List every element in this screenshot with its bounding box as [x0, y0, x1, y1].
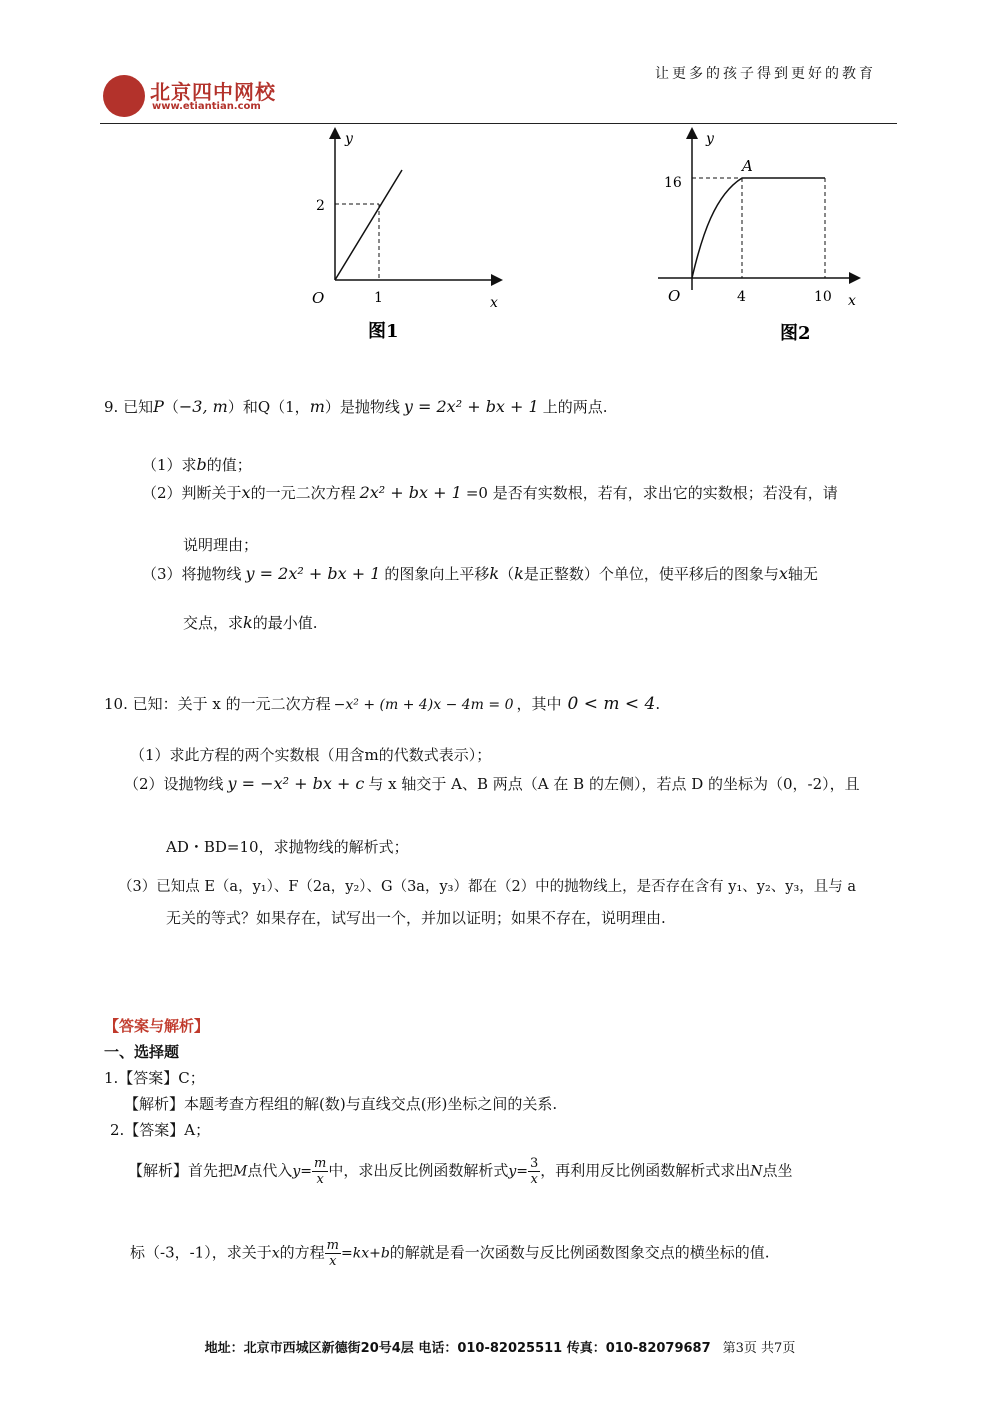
answer-1-explain: 【解析】本题考查方程组的解(数)与直线交点(形)坐标之间的关系. [124, 1095, 558, 1113]
fig1-tick-x: 1 [374, 290, 383, 306]
q10-equation: −x² + (m + 4)x − 4m = 0 [333, 697, 514, 713]
q9-number: 9. [104, 398, 119, 416]
logo-name: 北京四中网校 [150, 80, 276, 104]
fig2-y-label: y [706, 131, 714, 147]
footer-page: 第3页 共7页 [722, 1341, 796, 1356]
q9-intro: 9. 已知P（−3, m）和Q（1，m）是抛物线 y = 2x² + bx + 1 上的两点. [104, 397, 608, 416]
fig1-x-label: x [490, 295, 498, 311]
q9-part3-cont: 交点，求k的最小值. [183, 613, 318, 632]
q9-part2-cont: 说明理由； [183, 536, 259, 554]
answers-section: 一、选择题 [104, 1043, 180, 1061]
q10-part1: （1）求此方程的两个实数根（用含m的代数式表示）； [130, 746, 492, 764]
fraction-m-over-x-2: $\frac{m}{x}$ [326, 1238, 339, 1269]
fig2-curve [692, 178, 742, 278]
fig2-tick-x1: 4 [737, 289, 746, 305]
q10-part2-cont: AD・BD=10，求抛物线的解析式； [166, 838, 409, 856]
q10-intro: 10. 已知：关于 x 的一元二次方程 −x² + (m + 4)x − 4m = 0 ，其中 0 < m < 4. [104, 694, 661, 714]
figure-1 [290, 125, 520, 350]
fig2-caption: 图2 [780, 323, 811, 344]
q9-equation: y = 2x² + bx + 1 [403, 397, 539, 416]
q10-part3-cont: 无关的等式？如果存在，试写出一个，并加以证明；如果不存在，说明理由. [166, 909, 666, 927]
q10-number: 10. [104, 695, 128, 713]
header-divider [100, 123, 897, 124]
fig2-point-label: A [742, 157, 753, 175]
answer-2: 2.【答案】A； [110, 1121, 211, 1139]
answer-2-explain-cont: 标（-3，-1），求关于x的方程 $\frac{m}{x}$ =kx+b的解就是看一次函数与反比例函数图象交点的横坐标的值. [130, 1238, 770, 1269]
answer-1: 1.【答案】C； [104, 1069, 205, 1087]
q9-part1: （1）求b的值； [142, 455, 252, 474]
q10-part3: （3）已知点 E（a，y₁）、F（2a，y₂）、G（3a，y₃）都在（2）中的抛物线上，是否存在含有 y₁、y₂、y₃，且与 a [118, 879, 857, 895]
fig2-tick-x2: 10 [814, 289, 832, 305]
fig2-tick-y: 16 [664, 175, 682, 191]
fig1-y-label: y [345, 131, 353, 147]
q9-part3: （3）将抛物线 y = 2x² + bx + 1 的图象向上平移k（k是正整数）个单位，使平移后的图象与x轴无 [142, 564, 818, 583]
slogan: 让更多的孩子得到更好的教育 [655, 66, 876, 82]
q9-part2: （2）判断关于x的一元二次方程 2x² + bx + 1 =0 是否有实数根，若有，求出它的实数根；若没有，请 [142, 483, 838, 502]
answer-2-explain: 【解析】首先把M点代入y= $\frac{m}{x}$ 中，求出反比例函数解析式y= $\frac{3}{x}$ ，再利用反比例函数解析式求出N点坐 [128, 1156, 793, 1187]
fig1-caption: 图1 [368, 321, 399, 342]
q10-part2: （2）设抛物线 y = −x² + bx + c 与 x 轴交于 A、B 两点（A 在 B 的左侧），若点 D 的坐标为（0，-2），且 [124, 774, 860, 793]
fig1-line [335, 170, 402, 280]
logo-url: www.etiantian.com [152, 101, 261, 112]
fraction-m-over-x: $\frac{m}{x}$ [314, 1156, 327, 1187]
footer-address: 地址：北京市西城区新德街20号4层 电话：010-82025511 传真：010-82079687 [204, 1341, 711, 1356]
footer [0, 1337, 1000, 1356]
fraction-3-over-x: $\frac{3}{x}$ [530, 1156, 539, 1187]
fig1-origin: O [312, 289, 325, 307]
answers-title: 【答案与解析】 [104, 1017, 210, 1035]
fig1-tick-y: 2 [316, 198, 325, 214]
fig2-x-label: x [848, 293, 856, 309]
figure-2 [650, 125, 880, 350]
logo-emblem-icon [103, 75, 145, 117]
fig2-origin: O [668, 287, 681, 305]
